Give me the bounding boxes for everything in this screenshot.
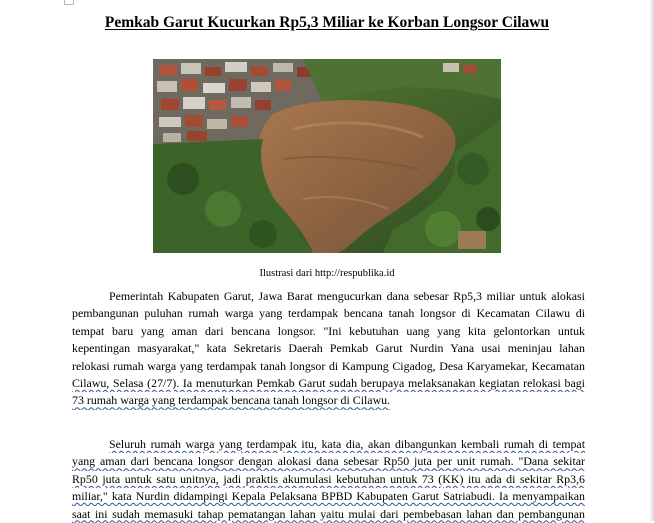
grammar-flagged-line: 73 rumah warga yang terdampak bencana tanah longsor di Cilawu. [72, 393, 391, 408]
paragraph-line [72, 392, 585, 409]
paragraph-line [72, 375, 585, 392]
page-corner-marker [64, 0, 74, 5]
paragraph-1 [72, 288, 585, 410]
article-title: Pemkab Garut Kucurkan Rp5,3 Miliar ke Korban Longsor Cilawu [104, 14, 550, 31]
grammar-flagged-line: Cilawu, Selasa (27/7). Ia menuturkan Pemkab Garut sudah berupaya melaksanakan kegiatan relokasi bagi [72, 375, 585, 390]
paragraph-line [72, 453, 585, 470]
landslide-photo-graphic [153, 59, 501, 253]
paragraph-line [72, 506, 585, 523]
grammar-flagged-line: yang aman dari bencana longsor dengan alokasi dana sebesar Rp50 juta per unit rumah. "Dana sekitar [72, 454, 585, 469]
grammar-flagged-line: Seluruh rumah warga yang terdampak itu, kata dia, akan dibangunkan kembali rumah di tempat [109, 437, 585, 451]
paragraph-line: pembangunan puluhan rumah warga yang terdampak bencana tanah longsor di Kecamatan Cilawu di [72, 306, 585, 321]
grammar-flagged-line: miliar," kata Nurdin didampingi Kepala Pelaksana BPBD Kabupaten Garut Satriabudi. Ia menyampaikan [72, 489, 585, 504]
paragraph-line: relokasi rumah warga yang terdampak tanah longsor di Kampung Cigadog, Desa Karyamekar, Kecamatan [72, 358, 585, 373]
grammar-flagged-line: Rp50 juta untuk satu unitnya, jadi praktis akumulasi kebutuhan untuk 73 (KK) itu ada di sekitar Rp3,6 [72, 471, 585, 486]
grammar-flagged-line: saat ini sudah memasuki tahap pematangan lahan yaitu mulai dari pembebasan lahan dan pembangunan [72, 506, 585, 521]
paragraph-line: tempat baru yang aman dari bencana longsor. "Ini kebutuhan uang yang kita gelontorkan untuk [72, 323, 585, 338]
landslide-photo[interactable] [153, 59, 501, 253]
paragraph-line [72, 436, 585, 453]
paragraph-line [72, 471, 585, 488]
paragraph-line: kepentingan masyarakat," kata Sekretaris Daerah Pemkab Garut Nurdin Yana usai meninjau lahan [72, 341, 585, 356]
paragraph-line: Pemerintah Kabupaten Garut, Jawa Barat mengucurkan dana sebesar Rp5,3 miliar untuk alokasi [109, 289, 585, 303]
paragraph-2 [72, 436, 585, 523]
paragraph-line [72, 488, 585, 505]
page-right-edge [650, 0, 654, 521]
image-caption: Ilustrasi dari http://respublika.id [259, 268, 395, 279]
